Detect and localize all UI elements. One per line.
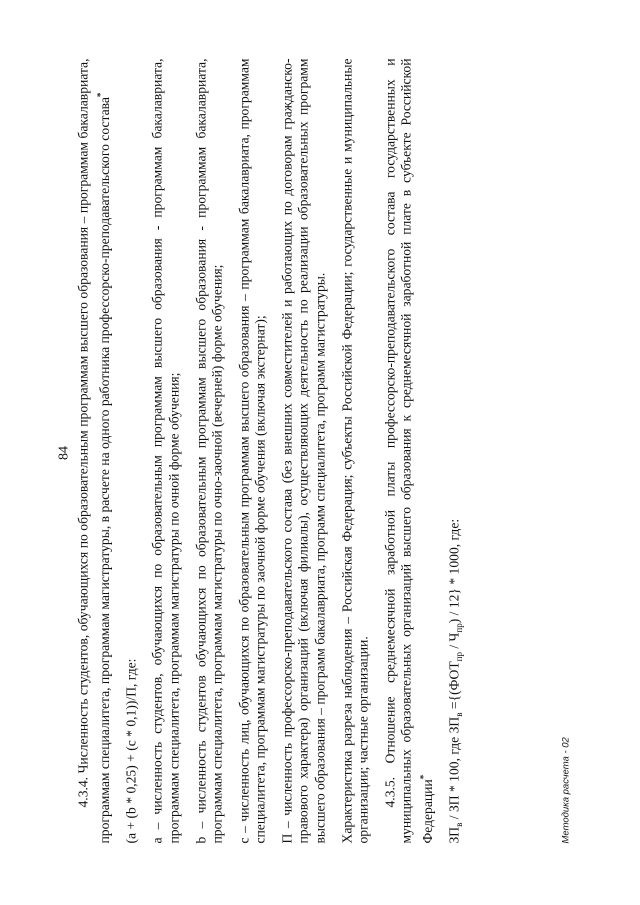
body-text	[75, 58, 467, 843]
observation-characteristic: Характеристика разреза наблюдения – Российская Федерация; субъекты Российской Федерации; государственные и муниципальные организации; частные организации.	[338, 58, 371, 843]
definition-c: c – численность лиц, обучающихся по образовательным программам высшего образования – программам бакалавриата, программам специалитета, программам магистратуры по заочной форме обучения (включая экстернат);	[235, 58, 268, 843]
section-4-3-4-heading	[75, 58, 113, 843]
definition-p: П – численность профессорско-преподавательского состава (без внешних совместителей и работающих по договорам гражданско-правового характера) организаций (включая филиалы), осуществляющих деятельность по реализации образовательных программ высшего образования – программ бакалавриата, программ специалитета, программ магистратуры.	[278, 58, 328, 843]
formula-1: (a + (b * 0,25) + (c * 0,1))/П, где:	[122, 658, 138, 843]
footnote-mark: *	[94, 92, 105, 97]
definition-a: a – численность студентов, обучающихся по образовательным программам высшего образования - программам бакалавриата, программам специалитета, программам магистратуры по очной форме обучения;	[149, 58, 181, 843]
formula-2: $ЗП_в$ / ЗП * 100, где $ЗП_в =\{(ФОТ_{пр} / Ч_{пр}) / 12\} * 1000$, где:	[446, 518, 464, 843]
section-4-3-4-text: 4.3.4. Численность студентов, обучающихся по образовательным программам высшего образования – программам бакалавриата, программам специалитета, программам магистратуры, в расчете на одного работника профессорско-преподавательского состава	[75, 58, 112, 843]
definition-b: b – численность студентов обучающихся по образовательным программам высшего образования - программам бакалавриата, программам специалитета, программам магистратуры по очно-заочной (вечерней) форме обучения;	[192, 58, 225, 843]
section-4-3-5-text: 4.3.5. Отношение среднемесячной заработной платы профессорско-преподавательского состава государственных и муниципальных образовательных организаций высшего образования к среднемесячной заработной плате в субъекте Российской Федерации	[381, 58, 435, 843]
footer-label: Методика расчета - 02	[560, 736, 571, 843]
footnote-mark: *	[418, 774, 429, 779]
section-4-3-5-heading	[382, 58, 436, 843]
page-number: 84	[56, 445, 71, 460]
